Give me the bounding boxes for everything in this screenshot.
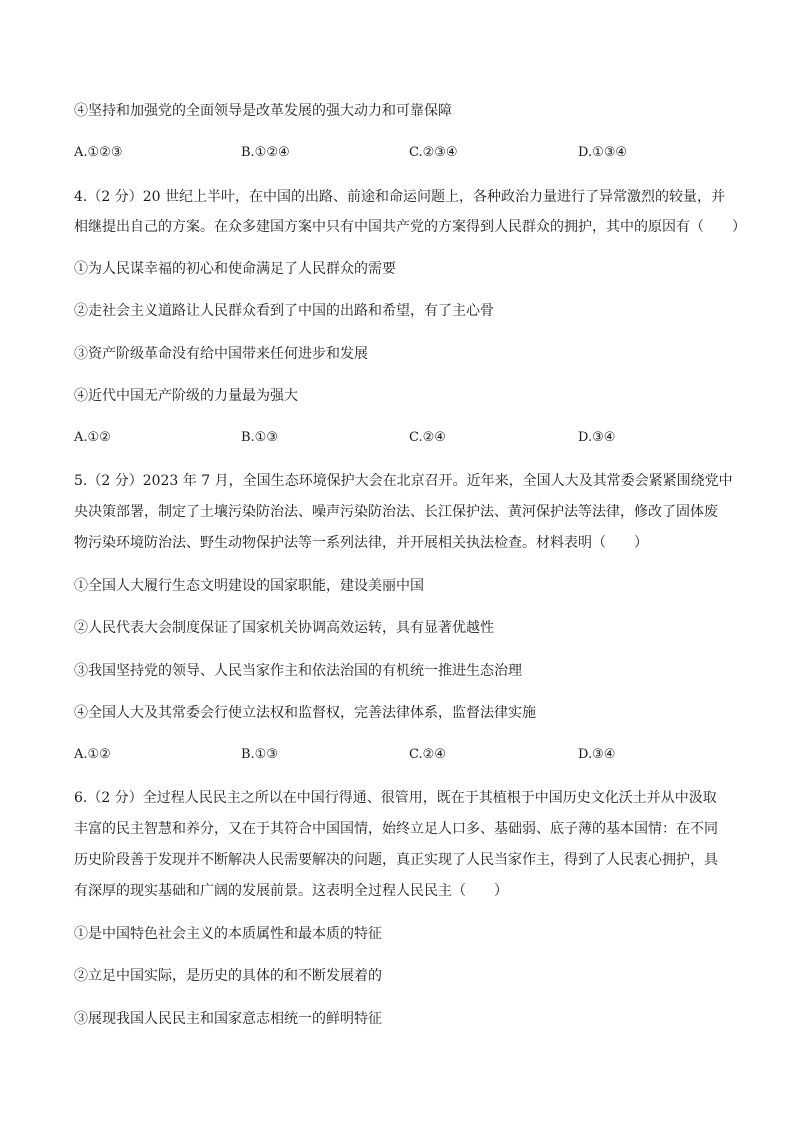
statement-item: ④坚持和加强党的全面领导是改革发展的强大动力和可靠保障 (74, 103, 452, 119)
option-a[interactable]: A.①② (74, 747, 111, 762)
question-stem: 4.（2 分）20 世纪上半叶，在中国的出路、前途和命运问题上，各种政治力量进行了异常激烈的较量，并 (74, 189, 725, 205)
option-d[interactable]: D.③④ (578, 747, 616, 762)
statement-item: ②走社会主义道路让人民群众看到了中国的出路和希望，有了主心骨 (74, 303, 494, 319)
statement-item: ③资产阶级革命没有给中国带来任何进步和发展 (74, 346, 368, 362)
question-stem: 5.（2 分）2023 年 7 月，全国生态环境保护大会在北京召开。近年来，全国人大及其常委会紧紧围绕党中 (74, 473, 733, 489)
statement-item: ①全国人大履行生态文明建设的国家职能，建设美丽中国 (74, 578, 424, 594)
option-c[interactable]: C.②④ (409, 430, 446, 445)
statement-item: ①为人民谋幸福的初心和使命满足了人民群众的需要 (74, 261, 396, 277)
question-stem: 央决策部署，制定了土壤污染防治法、噪声污染防治法、长江保护法、黄河保护法等法律，修改了固体废 (74, 504, 718, 520)
option-c[interactable]: C.②③④ (409, 145, 458, 160)
option-c[interactable]: C.②④ (409, 747, 446, 762)
question-stem: 6.（2 分）全过程人民民主之所以在中国行得通、很管用，既在于其植根于中国历史文化沃土并从中汲取 (74, 790, 717, 806)
option-a[interactable]: A.①② (74, 430, 111, 445)
option-b[interactable]: B.①③ (241, 747, 278, 762)
answer-options (74, 144, 724, 162)
option-b[interactable]: B.①②④ (241, 145, 290, 160)
statement-item: ②人民代表大会制度保证了国家机关协调高效运转，具有显著优越性 (74, 620, 494, 636)
statement-item: ④近代中国无产阶级的力量最为强大 (74, 388, 298, 404)
answer-options (74, 746, 724, 764)
answer-options (74, 429, 724, 447)
statement-item: ③我国坚持党的领导、人民当家作主和依法治国的有机统一推进生态治理 (74, 663, 522, 679)
question-stem: 有深厚的现实基础和广阔的发展前景。这表明全过程人民民主（ ） (74, 883, 508, 899)
option-b[interactable]: B.①③ (241, 430, 278, 445)
option-d[interactable]: D.①③④ (578, 145, 628, 160)
option-d[interactable]: D.③④ (578, 430, 616, 445)
statement-item: ③展现我国人民民主和国家意志相统一的鲜明特征 (74, 1011, 382, 1027)
option-a[interactable]: A.①②③ (74, 145, 123, 160)
question-stem: 丰富的民主智慧和养分，又在于其符合中国国情，始终立足人口多、基础弱、底子薄的基本国情：在不同 (74, 821, 718, 837)
statement-item: ②立足中国实际，是历史的具体的和不断发展着的 (74, 968, 382, 984)
question-stem: 历史阶段善于发现并不断解决人民需要解决的问题，真正实现了人民当家作主，得到了人民衷心拥护，具 (74, 852, 718, 868)
statement-item: ①是中国特色社会主义的本质属性和最本质的特征 (74, 926, 382, 942)
question-stem: 物污染环境防治法、野生动物保护法等一系列法律，并开展相关执法检查。材料表明（ ） (74, 535, 648, 551)
question-stem: 相继提出自己的方案。在众多建国方案中只有中国共产党的方案得到人民群众的拥护，其中的原因有（ ） (74, 219, 746, 235)
statement-item: ④全国人大及其常委会行使立法权和监督权，完善法律体系，监督法律实施 (74, 705, 536, 721)
